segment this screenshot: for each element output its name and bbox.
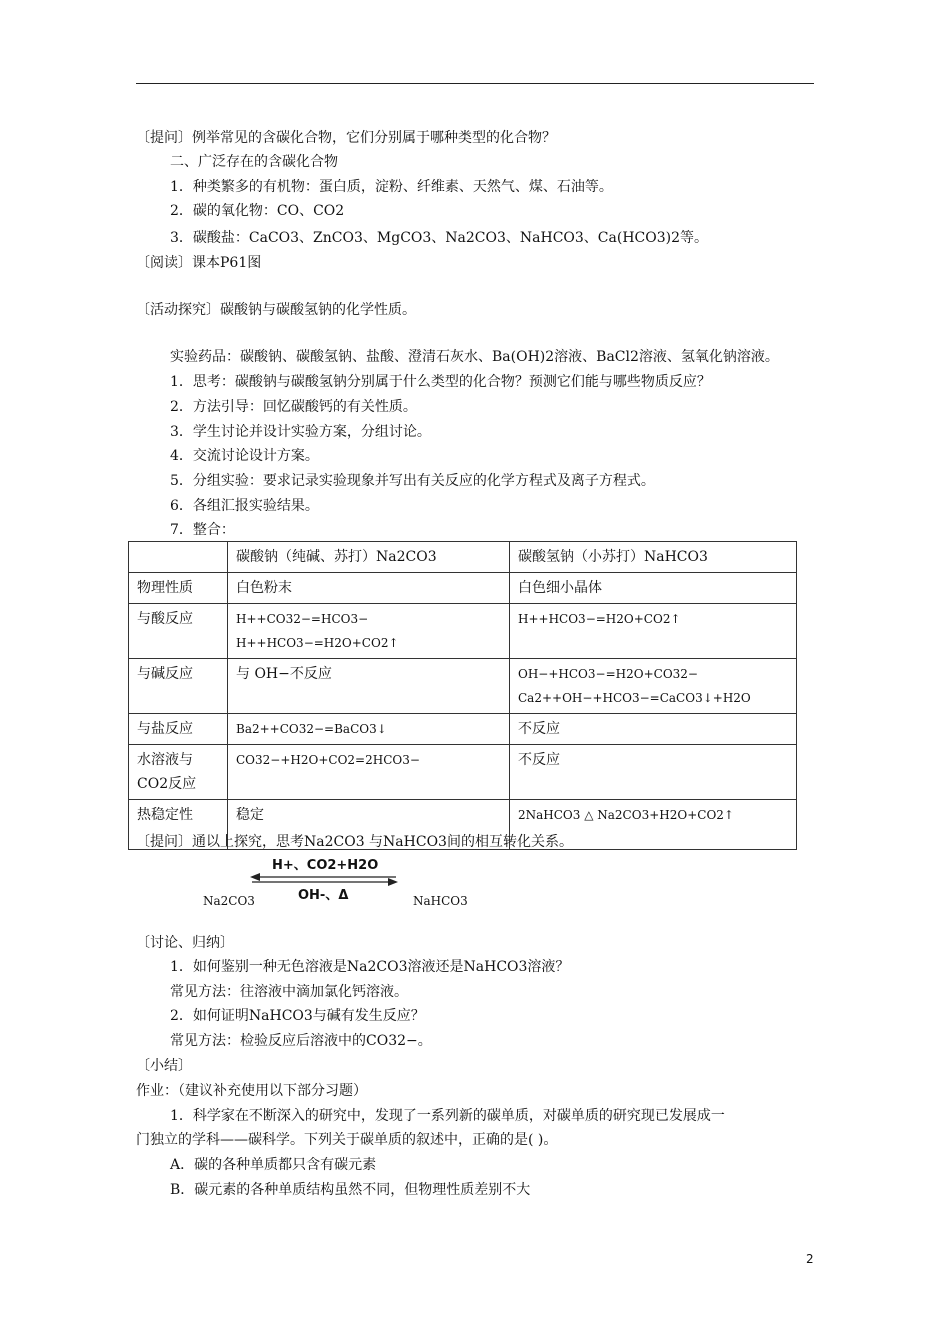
- summary-heading: 〔小结〕: [136, 1058, 192, 1074]
- page-number: 2: [806, 1252, 814, 1266]
- table-cell: 2NaHCO3 △ Na2CO3+H2O+CO2↑: [510, 800, 797, 850]
- list-item: 常见方法：检验反应后溶液中的CO32−。: [170, 1033, 432, 1049]
- table-cell: OH−+HCO3−=H2O+CO32− Ca2++OH−+HCO3−=CaCO3↓+H2O: [510, 659, 797, 714]
- table-cell: 白色细小晶体: [510, 573, 797, 604]
- table-cell: H++HCO3−=H2O+CO2↑: [510, 604, 797, 659]
- arrow-left-icon: [250, 873, 260, 881]
- reading-line: 〔阅读〕课本P61图: [136, 255, 262, 271]
- list-item: 常见方法：往溶液中滴加氯化钙溶液。: [170, 984, 408, 1000]
- list-item: 3．学生讨论并设计实验方案，分组讨论。: [170, 424, 431, 440]
- option-a: A．碳的各种单质都只含有碳元素: [170, 1157, 377, 1173]
- table-cell: 不反应: [510, 714, 797, 745]
- table-cell: 不反应: [510, 745, 797, 800]
- question-text: 1．科学家在不断深入的研究中，发现了一系列新的碳单质，对碳单质的研究现已发展成一: [170, 1108, 725, 1124]
- section-heading: 二、广泛存在的含碳化合物: [170, 154, 338, 170]
- reagents-line: 实验药品：碳酸钠、碳酸氢钠、盐酸、澄清石灰水、Ba(OH)2溶液、BaCl2溶液、氢氧化钠溶液。: [170, 349, 779, 365]
- table-row: [129, 714, 797, 745]
- list-item: 1．如何鉴别一种无色溶液是Na2CO3溶液还是NaHCO3溶液？: [170, 959, 570, 975]
- comparison-table: [128, 541, 797, 850]
- activity-line: 〔活动探究〕碳酸钠与碳酸氢钠的化学性质。: [136, 302, 416, 318]
- table-header-cell: 碳酸氢钠（小苏打）NaHCO3: [510, 542, 797, 573]
- list-item: 2．方法引导：回忆碳酸钙的有关性质。: [170, 399, 417, 415]
- header-rule: [136, 83, 814, 84]
- list-item: 3．碳酸盐：CaCO3、ZnCO3、MgCO3、Na2CO3、NaHCO3、Ca(HCO3)2等。: [170, 230, 708, 246]
- list-item: 7．整合：: [170, 522, 235, 538]
- table-header-cell: 碳酸钠（纯碱、苏打）Na2CO3: [228, 542, 510, 573]
- table-cell: 与 OH−不反应: [228, 659, 510, 714]
- table-cell: 白色粉末: [228, 573, 510, 604]
- table-row: [129, 573, 797, 604]
- question-text: 门独立的学科——碳科学。下列关于碳单质的叙述中，正确的是( )。: [136, 1132, 558, 1148]
- table-cell: 物理性质: [129, 573, 228, 604]
- list-item: 1．种类繁多的有机物：蛋白质，淀粉、纤维素、天然气、煤、石油等。: [170, 179, 613, 195]
- table-cell: [129, 542, 228, 573]
- table-header-row: [129, 542, 797, 573]
- option-b: B．碳元素的各种单质结构虽然不同，但物理性质差别不大: [170, 1182, 531, 1198]
- table-cell: 与酸反应: [129, 604, 228, 659]
- table-cell: Ba2++CO32−=BaCO3↓: [228, 714, 510, 745]
- table-cell: 热稳定性: [129, 800, 228, 850]
- table-cell: H++CO32−=HCO3− H++HCO3−=H2O+CO2↑: [228, 604, 510, 659]
- conversion-right: NaHCO3: [413, 894, 468, 908]
- list-item: 4．交流讨论设计方案。: [170, 448, 319, 464]
- table-row: [129, 604, 797, 659]
- table-cell: 水溶液与CO2反应: [129, 745, 228, 800]
- list-item: 6．各组汇报实验结果。: [170, 498, 319, 514]
- question-line: 〔提问〕通以上探究，思考Na2CO3 与NaHCO3间的相互转化关系。: [136, 834, 573, 850]
- list-item: 2．碳的氧化物：CO、CO2: [170, 203, 345, 219]
- list-item: 2．如何证明NaHCO3与碱有发生反应？: [170, 1008, 425, 1024]
- table-cell: 稳定: [228, 800, 510, 850]
- discussion-heading: 〔讨论、归纳〕: [136, 935, 234, 951]
- conversion-bottom-label: OH-、Δ: [298, 888, 349, 903]
- table-row: [129, 745, 797, 800]
- table-cell: 与碱反应: [129, 659, 228, 714]
- conversion-left: Na2CO3: [203, 894, 255, 908]
- homework-heading: 作业：（建议补充使用以下部分习题）: [136, 1083, 367, 1099]
- table-cell: CO32−+H2O+CO2=2HCO3−: [228, 745, 510, 800]
- question-line: 〔提问〕例举常见的含碳化合物，它们分别属于哪种类型的化合物？: [136, 130, 556, 146]
- arrow-right-icon: [388, 878, 398, 886]
- table-row: [129, 659, 797, 714]
- list-item: 1．思考：碳酸钠与碳酸氢钠分别属于什么类型的化合物？预测它们能与哪些物质反应？: [170, 374, 711, 390]
- list-item: 5．分组实验：要求记录实验现象并写出有关反应的化学方程式及离子方程式。: [170, 473, 655, 489]
- table-cell: 与盐反应: [129, 714, 228, 745]
- conversion-top-label: H+、CO2+H2O: [272, 858, 379, 873]
